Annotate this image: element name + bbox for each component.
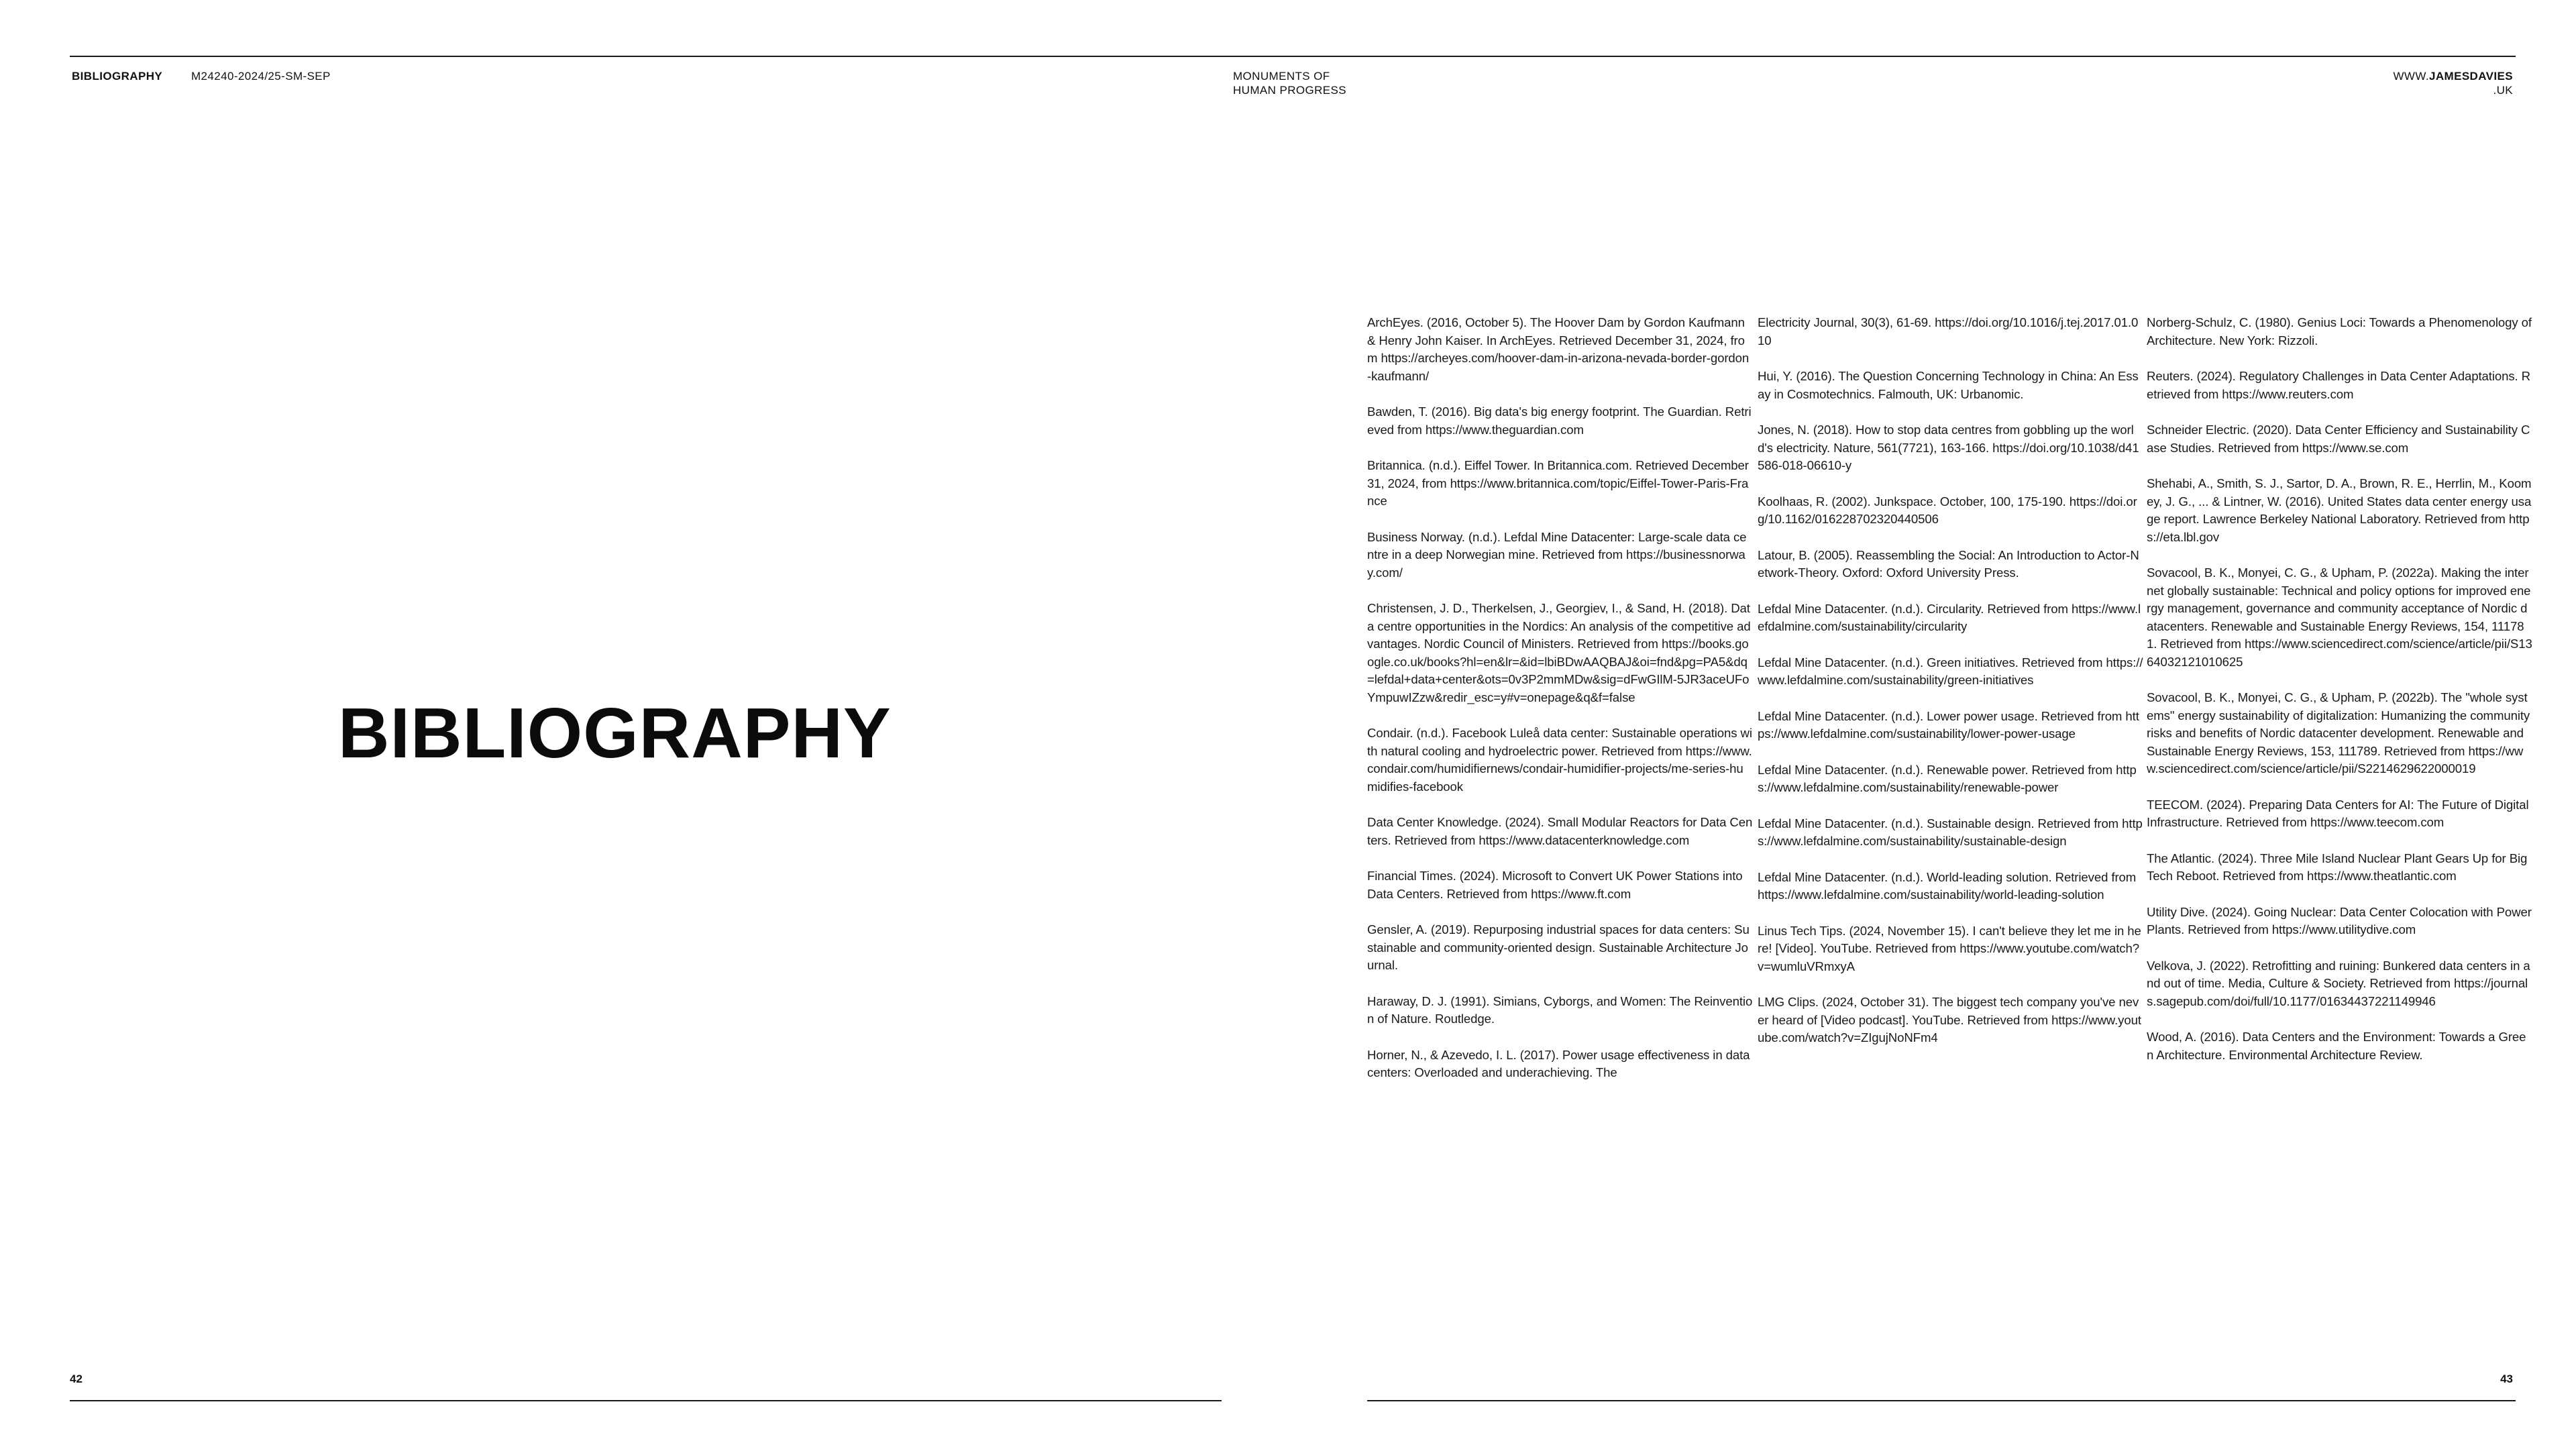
reference-entry: TEECOM. (2024). Preparing Data Centers for AI: The Future of Digital Infrastructure. Retrieved from https://www.teecom.com [2147, 797, 2529, 829]
reference-entry: Sovacool, B. K., Monyei, C. G., & Upham, P. (2022a). Making the internet globally sustainable: Technical and policy options for improved energy management, governance and community acceptance of Nordic datacenters. Renewable and Sustainable Energy Reviews, 154, 111781. Retrieved from https://www.sciencedirect.com/science/article/pii/S1364032121010625 [2147, 566, 2532, 669]
reference-entry: LMG Clips. (2024, October 31). The biggest tech company you've never heard of [Video podcast]. YouTube. Retrieved from https://www.youtube.com/watch?v=ZIgujNoNFm4 [1758, 995, 2141, 1044]
header-book-title-line2: HUMAN PROGRESS [1233, 84, 1347, 97]
reference-entry: Latour, B. (2005). Reassembling the Social: An Introduction to Actor-Network-Theory. Oxford: Oxford University Press. [1758, 547, 2139, 580]
top-rule [70, 56, 2516, 57]
bibliography-column-2 [1758, 314, 2143, 1065]
bibliography-column-1 [1367, 314, 1753, 1100]
reference-entry: Schneider Electric. (2020). Data Center Efficiency and Sustainability Case Studies. Retrieved from https://www.se.com [2147, 423, 2530, 455]
reference-entry: Norberg-Schulz, C. (1980). Genius Loci: Towards a Phenomenology of Architecture. New York: Rizzoli. [2147, 315, 2532, 347]
reference-entry: Sovacool, B. K., Monyei, C. G., & Upham, P. (2022b). The "whole systems" energy sustainability of digitalization: Humanizing the community risks and benefits of Nordic datacenter development. Renewable and Sustainable Energy Reviews, 153, 111789. Retrieved from https://www.sciencedirect.com/science/article/pii/S2214629622000019 [2147, 690, 2530, 775]
header-section-label: BIBLIOGRAPHY [72, 70, 163, 83]
reference-entry: Shehabi, A., Smith, S. J., Sartor, D. A., Brown, R. E., Herrlin, M., Koomey, J. G., ... & Lintner, W. (2016). United States data center energy usage report. Lawrence Berkeley National Laboratory. Retrieved from https://eta.lbl.gov [2147, 476, 2532, 544]
reference-entry: Business Norway. (n.d.). Lefdal Mine Datacenter: Large-scale data centre in a deep Norwegian mine. Retrieved from https://businessnorway.com/ [1367, 529, 1747, 580]
reference-entry: Horner, N., & Azevedo, I. L. (2017). Power usage effectiveness in data centers: Overloaded and underachieving. The [1367, 1047, 1750, 1079]
reference-entry: Lefdal Mine Datacenter. (n.d.). Circularity. Retrieved from https://www.lefdalmine.com/sustainability/circularity [1758, 601, 2141, 633]
header-website-name: JAMESDAVIES [2428, 70, 2513, 83]
reference-entry: Data Center Knowledge. (2024). Small Modular Reactors for Data Centers. Retrieved from https://www.datacenterknowledge.com [1367, 815, 1753, 847]
reference-entry: Reuters. (2024). Regulatory Challenges in Data Center Adaptations. Retrieved from https://www.reuters.com [2147, 369, 2530, 401]
header-website-prefix: WWW. [2393, 70, 2429, 83]
reference-entry: Lefdal Mine Datacenter. (n.d.). Green initiatives. Retrieved from https://www.lefdalmine.com/sustainability/green-initiatives [1758, 655, 2143, 687]
reference-entry: Lefdal Mine Datacenter. (n.d.). Renewable power. Retrieved from https://www.lefdalmine.com/sustainability/renewable-power [1758, 762, 2137, 794]
reference-entry: Financial Times. (2024). Microsoft to Convert UK Power Stations into Data Centers. Retrieved from https://www.ft.com [1367, 869, 1743, 901]
page-number-right: 43 [2500, 1373, 2513, 1385]
reference-entry: Britannica. (n.d.). Eiffel Tower. In Britannica.com. Retrieved December 31, 2024, from https://www.britannica.com/topic/Eiffel-Tower-Paris-France [1367, 458, 1749, 508]
header-website-line2: .UK [2493, 84, 2513, 97]
header-book-title-line1: MONUMENTS OF [1233, 70, 1330, 83]
reference-entry: Bawden, T. (2016). Big data's big energy footprint. The Guardian. Retrieved from https://www.theguardian.com [1367, 405, 1752, 437]
reference-entry: Gensler, A. (2019). Repurposing industrial spaces for data centers: Sustainable and community-oriented design. Sustainable Architecture Journal. [1367, 922, 1750, 972]
bibliography-column-3 [2147, 314, 2532, 1082]
reference-entry: ArchEyes. (2016, October 5). The Hoover Dam by Gordon Kaufmann & Henry John Kaiser. In ArchEyes. Retrieved December 31, 2024, from https://archeyes.com/hoover-dam-in-arizona-nevada-border-gordon-kaufmann/ [1367, 315, 1750, 383]
reference-entry: Haraway, D. J. (1991). Simians, Cyborgs, and Women: The Reinvention of Nature. Routledge. [1367, 994, 1753, 1026]
reference-entry: Velkova, J. (2022). Retrofitting and ruining: Bunkered data centers in and out of time. Media, Culture & Society. Retrieved from https://journals.sagepub.com/doi/full/10.1177/01634437221149946 [2147, 958, 2530, 1008]
reference-entry: Jones, N. (2018). How to stop data centres from gobbling up the world's electricity. Nature, 561(7721), 163-166. https://doi.org/10.1038/d41586-018-06610-y [1758, 423, 2139, 472]
reference-entry: Christensen, J. D., Therkelsen, J., Georgiev, I., & Sand, H. (2018). Data centre opportunities in the Nordics: An analysis of the competitive advantages. Nordic Council of Ministers. Retrieved from https://books.google.co.uk/books?hl=en&lr=&id=lbiBDwAAQBAJ&oi=fnd&pg=PA5&dq=lefdal+data+center&ots=0v3P2mmMDw&sig=dFwGIlM-5JR3aceUFoYmpuwIZzw&redir_esc=y#v=onepage&q&f=false [1367, 601, 1751, 704]
reference-entry: Condair. (n.d.). Facebook Luleå data center: Sustainable operations with natural cooling and hydroelectric power. Retrieved from https://www.condair.com/humidifiernews/condair-humidifier-projects/me-series-humidifies-facebook [1367, 726, 1752, 794]
header-website-line1 [2393, 69, 2513, 83]
reference-entry: Koolhaas, R. (2002). Junkspace. October, 100, 175-190. https://doi.org/10.1162/016228702320440506 [1758, 494, 2137, 526]
page-title: BIBLIOGRAPHY [338, 694, 892, 773]
reference-entry: Electricity Journal, 30(3), 61-69. https://doi.org/10.1016/j.tej.2017.01.010 [1758, 315, 2139, 347]
page-number-left: 42 [70, 1373, 83, 1385]
reference-entry: Lefdal Mine Datacenter. (n.d.). Sustainable design. Retrieved from https://www.lefdalmine.com/sustainability/sustainable-design [1758, 816, 2143, 848]
bottom-rule-right [1367, 1400, 2516, 1401]
reference-entry: Linus Tech Tips. (2024, November 15). I can't believe they let me in here! [Video]. YouTube. Retrieved from https://www.youtube.com/watch?v=wumluVRmxyA [1758, 923, 2141, 973]
header-doc-code: M24240-2024/25-SM-SEP [191, 70, 331, 83]
reference-entry: Wood, A. (2016). Data Centers and the Environment: Towards a Green Architecture. Environmental Architecture Review. [2147, 1030, 2526, 1062]
bottom-rule-left [70, 1400, 1222, 1401]
reference-entry: Lefdal Mine Datacenter. (n.d.). World-leading solution. Retrieved from https://www.lefdalmine.com/sustainability/world-leading-solution [1758, 869, 2137, 902]
header-book-title [1233, 69, 1346, 97]
reference-entry: Lefdal Mine Datacenter. (n.d.). Lower power usage. Retrieved from https://www.lefdalmine.com/sustainability/lower-power-usage [1758, 708, 2139, 741]
reference-entry: The Atlantic. (2024). Three Mile Island Nuclear Plant Gears Up for Big Tech Reboot. Retrieved from https://www.theatlantic.com [2147, 851, 2528, 883]
header-website [2393, 69, 2513, 97]
reference-entry: Hui, Y. (2016). The Question Concerning Technology in China: An Essay in Cosmotechnics. Falmouth, UK: Urbanomic. [1758, 369, 2139, 401]
reference-entry: Utility Dive. (2024). Going Nuclear: Data Center Colocation with Power Plants. Retrieved from https://www.utilitydive.com [2147, 904, 2532, 936]
